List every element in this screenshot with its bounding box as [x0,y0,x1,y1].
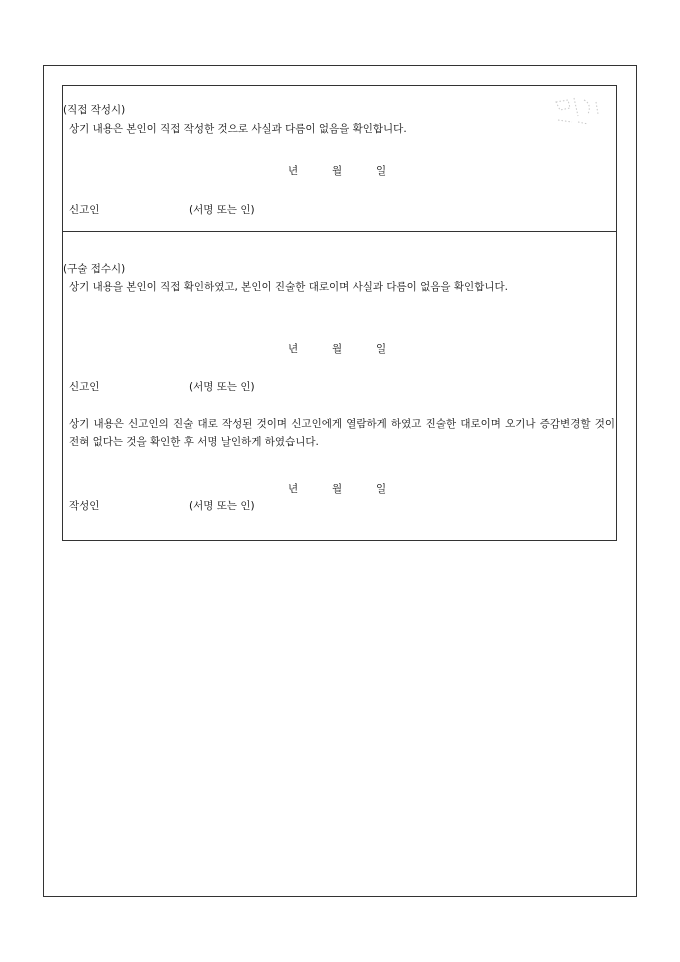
writer-label: 작성인 [69,500,100,512]
oral-sign-note: (서명 또는 인) [189,381,255,393]
oral-date-year: 년 [288,343,299,355]
direct-date-day: 일 [376,165,387,177]
oral-section-heading: (구술 접수시) [63,263,126,275]
section-divider [63,231,616,232]
oral-statement: 상기 내용을 본인이 직접 확인하였고, 본인이 진술한 대로이며 사실과 다름이 없음을 확인합니다. [69,281,508,293]
direct-signer-label: 신고인 [69,204,100,216]
writer-sign-note: (서명 또는 인) [189,500,255,512]
writer-statement: 상기 내용은 신고인의 진술 대로 작성된 것이며 신고인에게 열람하게 하였고 진술한 대로이며 오기나 증감변경할 것이 전혀 없다는 것을 확인한 후 서명 날인하게 하였습니다. [69,418,615,448]
direct-date-year: 년 [288,165,299,177]
confirmation-form [62,85,617,541]
oral-date-month: 월 [332,343,343,355]
writer-date-day: 일 [376,483,387,495]
direct-section-heading: (직접 작성시) [63,104,126,116]
faint-stamp-mark [548,94,610,134]
direct-date-month: 월 [332,165,343,177]
direct-statement: 상기 내용은 본인이 직접 작성한 것으로 사실과 다름이 없음을 확인합니다. [69,123,407,135]
direct-sign-note: (서명 또는 인) [189,204,255,216]
oral-signer-label: 신고인 [69,381,100,393]
writer-date-year: 년 [288,483,299,495]
oral-date-day: 일 [376,343,387,355]
writer-date-month: 월 [332,483,343,495]
